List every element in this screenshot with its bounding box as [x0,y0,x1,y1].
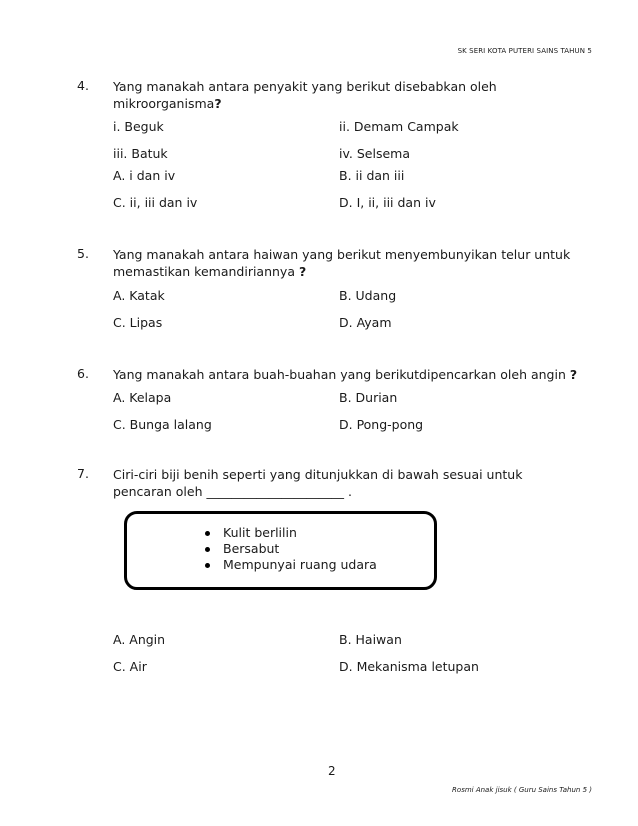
item-ii: ii. Demam Campak [339,119,459,134]
option-d: D. Pong-pong [339,417,424,432]
option-a: A. Katak [113,288,165,303]
characteristics-list [205,525,377,573]
option-c: C. Lipas [113,315,163,330]
option-a: A. i dan iv [113,168,176,183]
page-footer: Rosmi Anak jisuk ( Guru Sains Tahun 5 ) [452,786,592,794]
option-c: C. Air [113,659,147,674]
option-c: C. ii, iii dan iv [113,195,198,210]
option-d: D. Mekanisma letupan [339,659,479,674]
page-number: 2 [328,764,336,778]
option-a: A. Kelapa [113,390,172,405]
option-a: A. Angin [113,632,166,647]
question-number: 5. [77,246,89,261]
option-b: B. ii dan iii [339,168,405,183]
option-b: B. Haiwan [339,632,402,647]
question-text: Yang manakah antara penyakit yang berikut disebabkan oleh mikroorganisma? [113,79,497,111]
option-c: C. Bunga lalang [113,417,212,432]
characteristics-box [124,511,437,590]
item-iv: iv. Selsema [339,146,410,161]
list-item: Mempunyai ruang udara [205,557,377,573]
page-header: SK SERI KOTA PUTERI SAINS TAHUN 5 [457,47,592,55]
option-b: B. Durian [339,390,398,405]
option-b: B. Udang [339,288,397,303]
question-text: Yang manakah antara buah-buahan yang berikutdipencarkan oleh angin ? [113,367,578,382]
bullet-icon [205,563,210,568]
question-text: Ciri-ciri biji benih seperti yang ditunjukkan di bawah sesuai untuk pencaran oleh ______________________ . [113,467,523,499]
bullet-icon [205,531,210,536]
bullet-icon [205,547,210,552]
item-iii: iii. Batuk [113,146,168,161]
list-item: Bersabut [205,541,377,557]
option-d: D. Ayam [339,315,392,330]
question-number: 6. [77,366,89,381]
item-i: i. Beguk [113,119,164,134]
question-number: 4. [77,78,89,93]
question-text: Yang manakah antara haiwan yang berikut menyembunyikan telur untuk memastikan kemandiriannya ? [113,247,571,279]
option-d: D. I, ii, iii dan iv [339,195,436,210]
question-number: 7. [77,466,89,481]
list-item: Kulit berlilin [205,525,377,541]
